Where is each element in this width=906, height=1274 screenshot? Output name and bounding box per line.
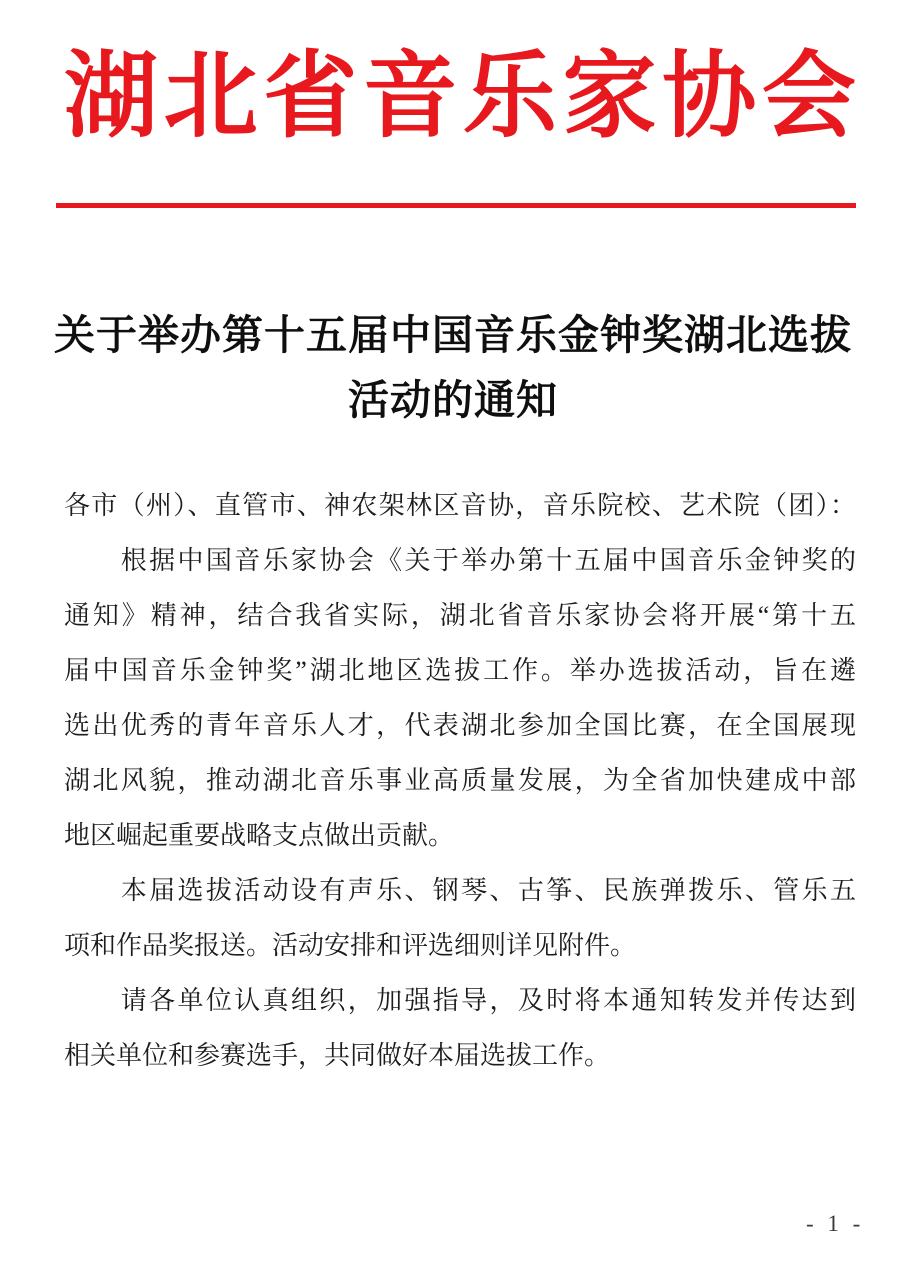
masthead-character: 湖 — [64, 45, 159, 149]
document-body — [64, 478, 856, 1083]
title-line-1: 关于举办第十五届中国音乐金钟奖湖北选拔 — [54, 312, 852, 358]
red-divider — [56, 203, 856, 208]
body-line: 根据中国音乐家协会《关于举办第十五届中国音乐金钟奖的 — [64, 546, 856, 575]
body-line: 请各单位认真组织，加强指导，及时将本通知转发并传达到 — [64, 986, 856, 1015]
masthead-character: 家 — [562, 45, 657, 149]
body-line: 项和作品奖报送。活动安排和评选细则详见附件。 — [64, 931, 637, 960]
document-title — [0, 303, 906, 433]
masthead-org-name — [64, 36, 856, 158]
body-line: 地区崛起重要战略支点做出贡献。 — [64, 821, 455, 850]
body-line-salutation: 各市（州）、直管市、神农架林区音协，音乐院校、艺术院（团）： — [64, 491, 856, 520]
body-line: 通知》精神，结合我省实际，湖北省音乐家协会将开展“第十五 — [64, 601, 856, 630]
masthead-character: 会 — [761, 45, 856, 149]
masthead-character: 北 — [163, 45, 258, 149]
masthead-character: 乐 — [462, 45, 557, 149]
masthead-character: 省 — [263, 45, 358, 149]
body-line: 相关单位和参赛选手，共同做好本届选拔工作。 — [64, 1041, 611, 1070]
body-line: 湖北风貌，推动湖北音乐事业高质量发展，为全省加快建成中部 — [64, 766, 856, 795]
masthead-character: 协 — [662, 45, 757, 149]
page-number: - 1 - — [806, 1211, 865, 1236]
masthead-character: 音 — [363, 45, 458, 149]
body-line: 选出优秀的青年音乐人才，代表湖北参加全国比赛，在全国展现 — [64, 711, 856, 740]
body-line: 本届选拔活动设有声乐、钢琴、古筝、民族弹拨乐、管乐五 — [64, 876, 856, 905]
body-line: 届中国音乐金钟奖”湖北地区选拔工作。举办选拔活动，旨在遴 — [64, 656, 856, 685]
title-line-2: 活动的通知 — [348, 377, 558, 423]
